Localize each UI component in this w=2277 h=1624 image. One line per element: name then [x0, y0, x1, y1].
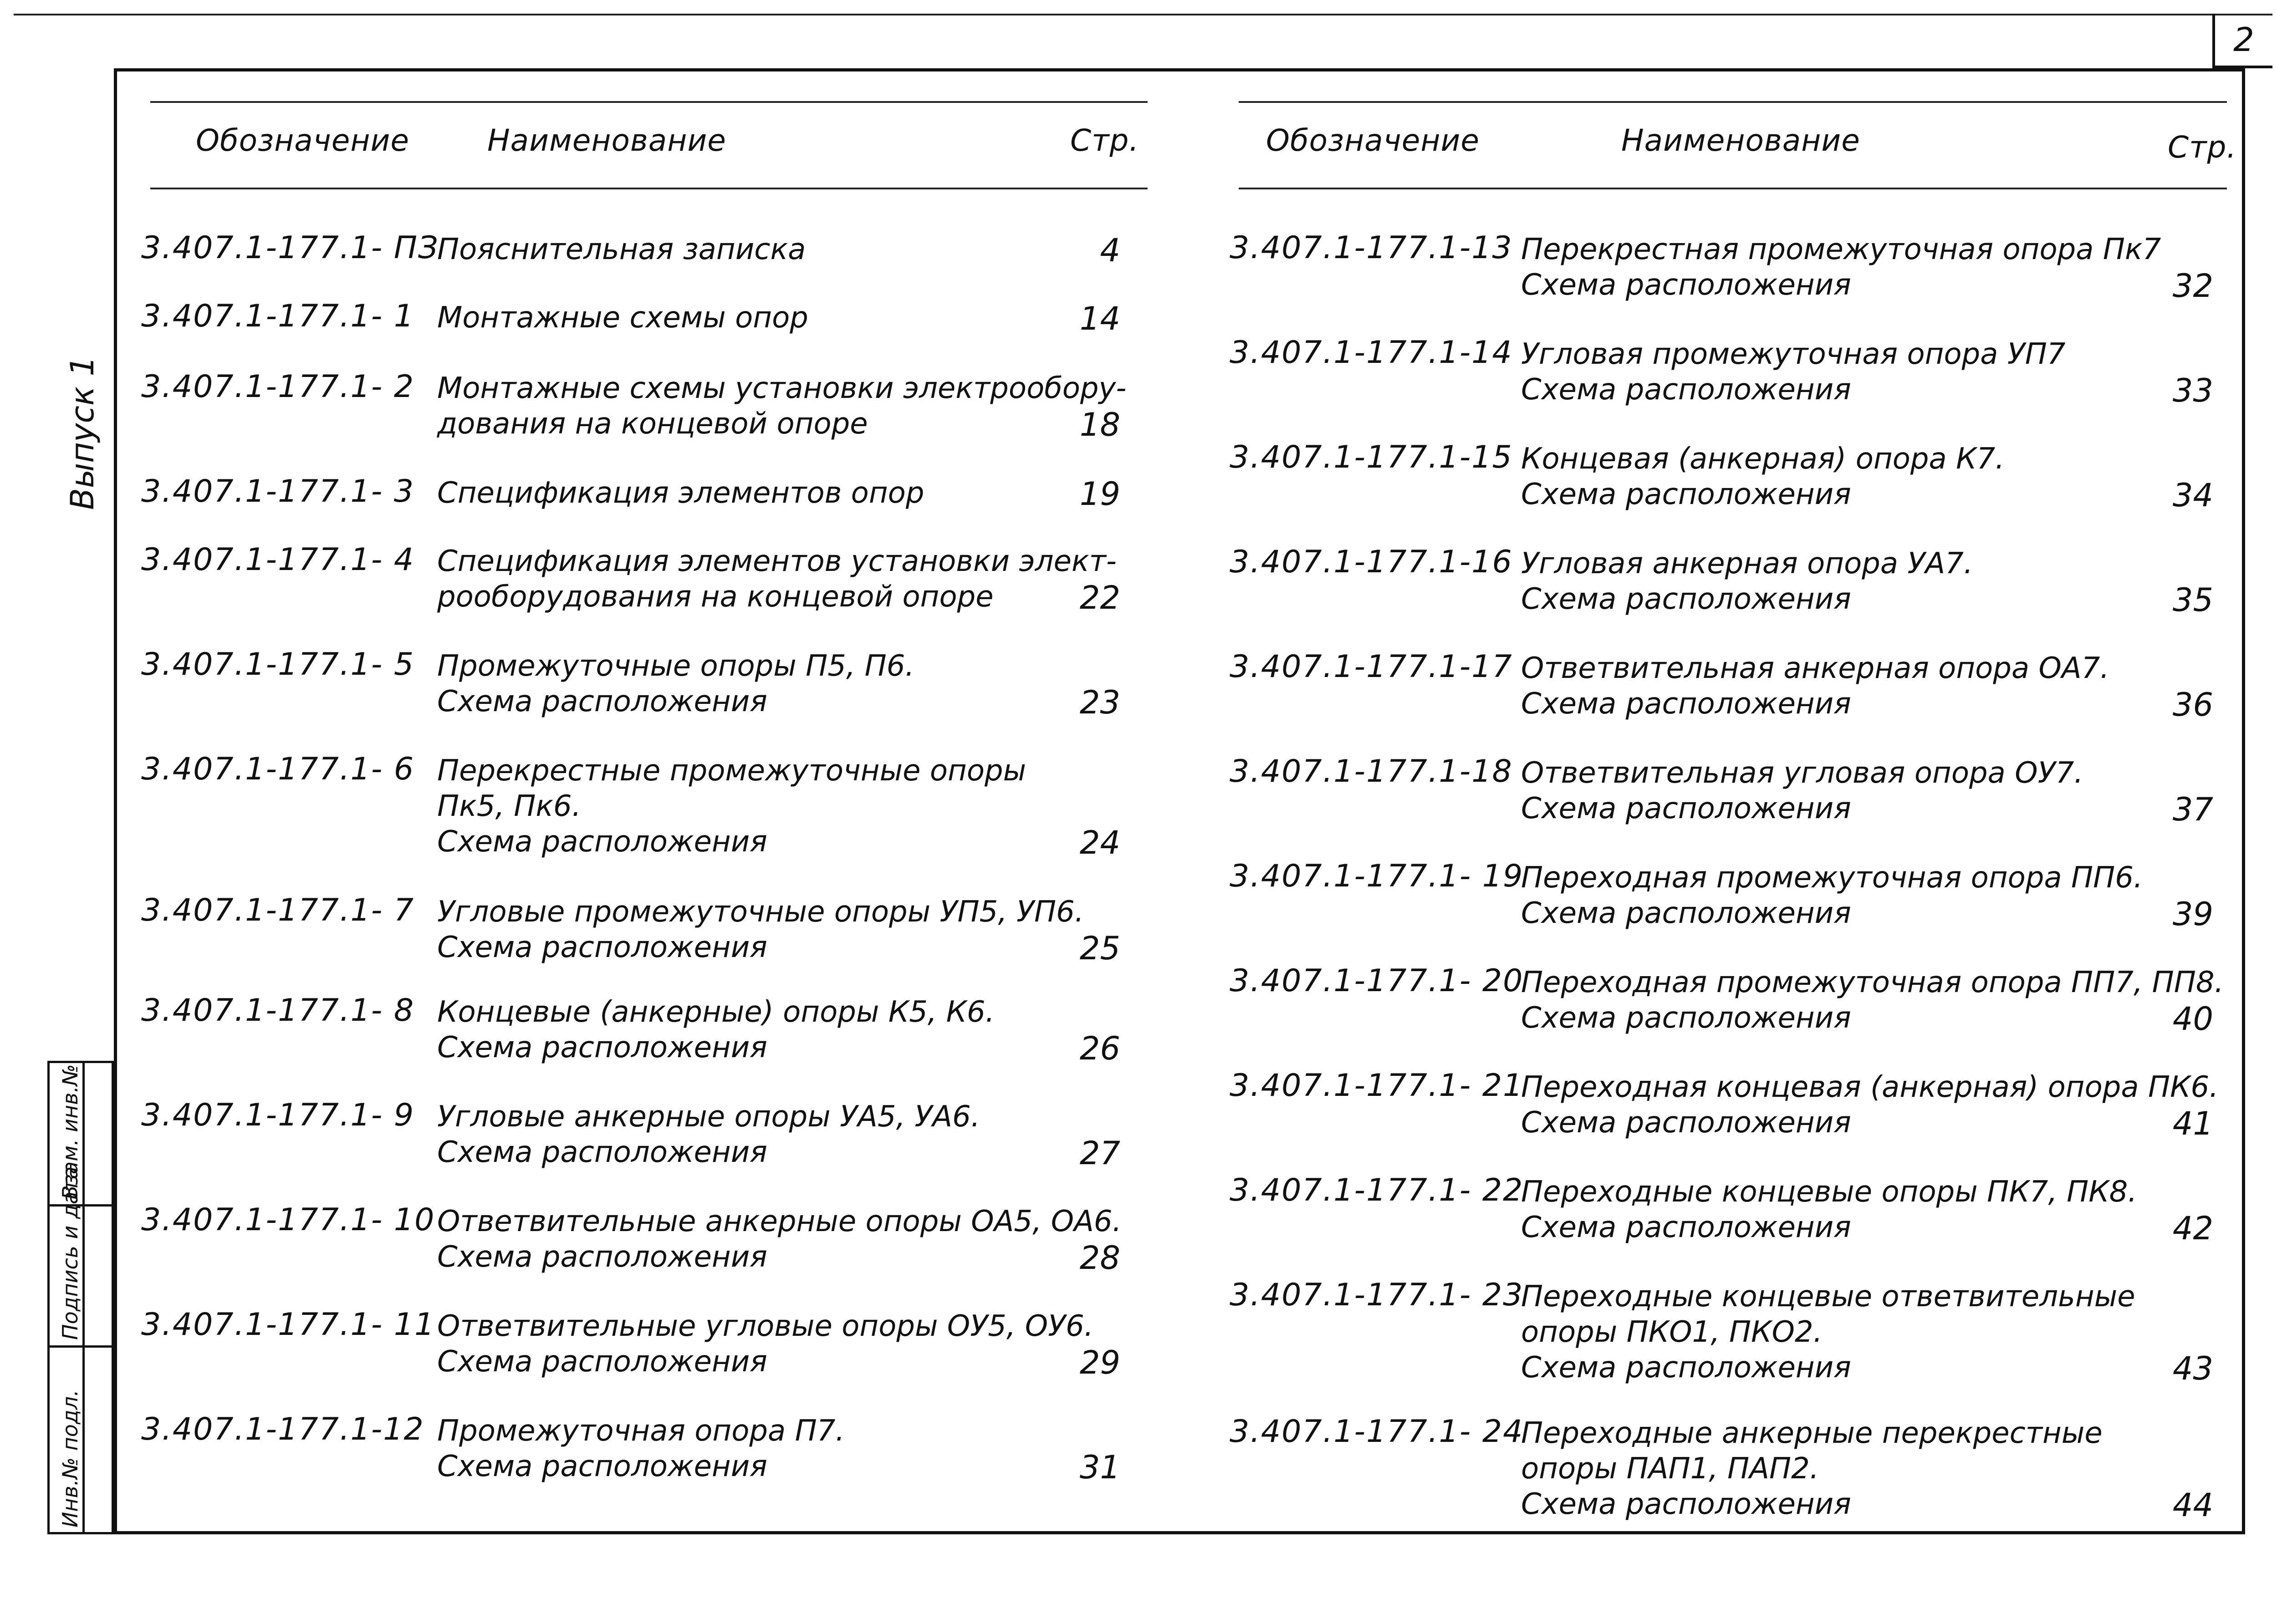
row-page: 19	[1079, 475, 1120, 513]
row-name-line: рооборудования на концевой опоре	[437, 580, 994, 614]
row-name-line: Схема расположения	[1521, 1211, 1851, 1244]
row-designation: 3.407.1-177.1- 2	[141, 369, 415, 405]
row-page: 14	[1079, 300, 1120, 337]
row-name	[437, 753, 1026, 860]
row-name	[1521, 1069, 2219, 1140]
row-name-line: Пк5, Пк6.	[437, 789, 582, 823]
row-name	[1521, 651, 2109, 722]
row-name-line: Концевая (анкерная) опора К7.	[1521, 442, 2005, 476]
row-name-line: Переходная концевая (анкерная) опора ПК6.	[1521, 1070, 2219, 1104]
row-designation: 3.407.1-177.1- 21	[1230, 1068, 1524, 1104]
sheet-number-box	[2212, 14, 2272, 68]
row-name	[1521, 441, 2005, 512]
row-page: 26	[1079, 1030, 1120, 1067]
row-name-line: Схема расположения	[437, 685, 767, 718]
row-page: 41	[2172, 1105, 2213, 1142]
row-page: 4	[1100, 232, 1120, 269]
row-designation: 3.407.1-177.1- 3	[141, 473, 415, 509]
row-designation: 3.407.1-177.1- 4	[141, 542, 415, 578]
row-designation: 3.407.1-177.1- 22	[1230, 1172, 1524, 1208]
row-page: 39	[2172, 896, 2213, 933]
header-designation: Обозначение	[196, 123, 409, 158]
row-name-line: Перекрестные промежуточные опоры	[437, 754, 1026, 788]
row-name-line: Переходная промежуточная опора ПП7, ПП8.	[1521, 966, 2224, 999]
row-name-line: опоры ПКО1, ПКО2.	[1521, 1315, 1823, 1349]
row-name-line: Схема расположения	[1521, 896, 1851, 930]
row-designation: 3.407.1-177.1- 1	[141, 298, 415, 334]
row-name-line: Схема расположения	[1521, 1001, 1851, 1035]
row-page: 27	[1079, 1135, 1120, 1172]
row-page: 22	[1079, 579, 1120, 616]
row-name-line: Спецификация элементов установки элект-	[437, 545, 1117, 578]
row-designation: 3.407.1-177.1- 10	[141, 1202, 435, 1238]
row-name-line: Перекрестная промежуточная опора Пк7	[1521, 233, 2161, 266]
row-name-line: Схема расположения	[437, 1345, 767, 1379]
row-name-line: Угловая анкерная опора УА7.	[1521, 547, 1973, 580]
row-name-line: Ответвительные угловые опоры ОУ5, ОУ6.	[437, 1309, 1094, 1343]
header-designation: Обозначение	[1266, 123, 1480, 158]
row-designation: 3.407.1-177.1- 24	[1230, 1414, 1524, 1450]
row-page: 25	[1079, 930, 1120, 967]
row-name-line: Схема расположения	[1521, 478, 1851, 511]
row-designation: 3.407.1-177.1- 19	[1230, 858, 1524, 894]
row-name-line: Схема расположения	[437, 1450, 767, 1483]
row-page: 31	[1079, 1449, 1120, 1486]
row-name-line: Переходные концевые опоры ПК7, ПК8.	[1521, 1175, 2137, 1209]
row-designation: 3.407.1-177.1- 11	[141, 1307, 435, 1343]
row-designation: 3.407.1-177.1- ПЗ	[141, 230, 439, 266]
row-page: 44	[2172, 1487, 2213, 1524]
header-page: Стр.	[2168, 130, 2237, 165]
row-designation: 3.407.1-177.1- 9	[141, 1097, 415, 1133]
row-name	[437, 300, 808, 336]
header-name: Наименование	[1621, 123, 1860, 158]
outer-border-top	[14, 14, 2272, 15]
row-name-line: Схема расположения	[1521, 1106, 1851, 1140]
stamp-label-sign: Подпись и дата	[58, 1166, 82, 1340]
header-name: Наименование	[487, 123, 726, 158]
row-name-line: Схема расположения	[1521, 268, 1851, 302]
row-page: 24	[1079, 824, 1120, 861]
row-designation: 3.407.1-177.1-18	[1230, 753, 1513, 789]
header-page: Стр.	[1070, 123, 1139, 158]
row-name	[437, 232, 806, 267]
row-name	[1521, 546, 1973, 617]
row-page: 42	[2172, 1210, 2213, 1247]
stamp-block	[47, 1061, 114, 1534]
row-page: 34	[2172, 477, 2213, 514]
row-name-line: Монтажные схемы опор	[437, 301, 808, 335]
row-designation: 3.407.1-177.1-12	[141, 1411, 424, 1447]
row-name	[437, 1413, 845, 1484]
row-page: 32	[2172, 267, 2213, 305]
row-name-line: дования на концевой опоре	[437, 407, 868, 441]
row-name-line: Схема расположения	[437, 1135, 767, 1169]
row-name-line: Схема расположения	[1521, 792, 1851, 825]
row-name-line: Ответвительная анкерная опора ОА7.	[1521, 652, 2109, 685]
row-designation: 3.407.1-177.1- 23	[1230, 1277, 1524, 1313]
row-page: 37	[2172, 791, 2213, 828]
row-name-line: Спецификация элементов опор	[437, 476, 924, 510]
row-name	[1521, 965, 2224, 1036]
row-name	[437, 475, 924, 511]
row-designation: 3.407.1-177.1-17	[1230, 649, 1513, 685]
row-name-line: Схема расположения	[1521, 373, 1851, 407]
side-label: Выпуск 1	[64, 356, 101, 510]
row-name	[1521, 336, 2066, 407]
row-name	[437, 1308, 1093, 1380]
row-name-line: Схема расположения	[437, 825, 767, 859]
sheet-number: 2	[2233, 20, 2254, 59]
row-page: 43	[2172, 1350, 2213, 1387]
row-designation: 3.407.1-177.1- 20	[1230, 963, 1524, 999]
row-name	[1521, 755, 2083, 826]
row-name-line: Схема расположения	[437, 1031, 767, 1064]
row-name-line: Переходные концевые ответвительные	[1521, 1280, 2135, 1313]
row-designation: 3.407.1-177.1- 6	[141, 751, 415, 787]
row-name-line: Угловые анкерные опоры УА5, УА6.	[437, 1100, 980, 1134]
row-name-line: Схема расположения	[437, 931, 767, 964]
row-name	[437, 648, 914, 719]
row-name	[1521, 1279, 2135, 1385]
row-name	[437, 994, 995, 1065]
row-name-line: Ответвительная угловая опора ОУ7.	[1521, 756, 2083, 790]
row-name-line: Схема расположения	[1521, 1487, 1851, 1521]
row-name-line: опоры ПАП1, ПАП2.	[1521, 1452, 1819, 1486]
row-name	[437, 894, 1084, 965]
stamp-divider	[50, 1345, 112, 1348]
row-name-line: Ответвительные анкерные опоры ОА5, ОА6.	[437, 1205, 1122, 1238]
row-page: 29	[1079, 1344, 1120, 1381]
row-name-line: Переходные анкерные перекрестные	[1521, 1416, 2103, 1450]
row-page: 18	[1079, 406, 1120, 443]
row-name-line: Схема расположения	[1521, 687, 1851, 721]
row-name	[437, 1099, 980, 1170]
row-page: 23	[1079, 684, 1120, 721]
header-bottom-line	[1239, 188, 2227, 189]
stamp-divider	[82, 1063, 85, 1532]
row-page: 35	[2172, 581, 2213, 619]
row-name-line: Промежуточная опора П7.	[437, 1414, 845, 1448]
row-designation: 3.407.1-177.1-14	[1230, 335, 1513, 371]
row-designation: 3.407.1-177.1- 7	[141, 892, 415, 928]
header-bottom-line	[150, 188, 1148, 189]
row-designation: 3.407.1-177.1-16	[1230, 544, 1513, 580]
row-name-line: Схема расположения	[437, 1240, 767, 1274]
row-page: 36	[2172, 686, 2213, 723]
header-top-line	[1239, 101, 2227, 103]
row-name-line: Концевые (анкерные) опоры К5, К6.	[437, 995, 995, 1029]
header-top-line	[150, 101, 1148, 103]
row-name	[437, 1204, 1122, 1275]
stamp-label-inv: Инв.№ подл.	[58, 1390, 82, 1527]
row-name	[437, 371, 1126, 442]
row-designation: 3.407.1-177.1-13	[1230, 230, 1513, 266]
stamp-label-replace: Взам. инв.№	[58, 1064, 82, 1200]
row-designation: 3.407.1-177.1- 5	[141, 647, 415, 682]
row-page: 40	[2172, 1000, 2213, 1038]
row-name-line: Промежуточные опоры П5, П6.	[437, 649, 914, 683]
row-name-line: Схема расположения	[1521, 1351, 1851, 1385]
row-name-line: Угловая промежуточная опора УП7	[1521, 337, 2066, 371]
row-name-line: Угловые промежуточные опоры УП5, УП6.	[437, 895, 1084, 929]
row-name-line: Монтажные схемы установки электрообору-	[437, 372, 1127, 405]
row-name-line: Схема расположения	[1521, 582, 1851, 616]
row-name	[1521, 1174, 2137, 1245]
row-name-line: Переходная промежуточная опора ПП6.	[1521, 861, 2143, 895]
row-designation: 3.407.1-177.1- 8	[141, 993, 415, 1028]
row-name	[1521, 232, 2161, 303]
row-page: 33	[2172, 372, 2213, 409]
row-name	[1521, 860, 2143, 931]
row-page: 28	[1079, 1239, 1120, 1277]
row-name	[1521, 1415, 2103, 1522]
row-designation: 3.407.1-177.1-15	[1230, 439, 1513, 475]
row-name	[437, 544, 1117, 615]
row-name-line: Пояснительная записка	[437, 233, 806, 266]
